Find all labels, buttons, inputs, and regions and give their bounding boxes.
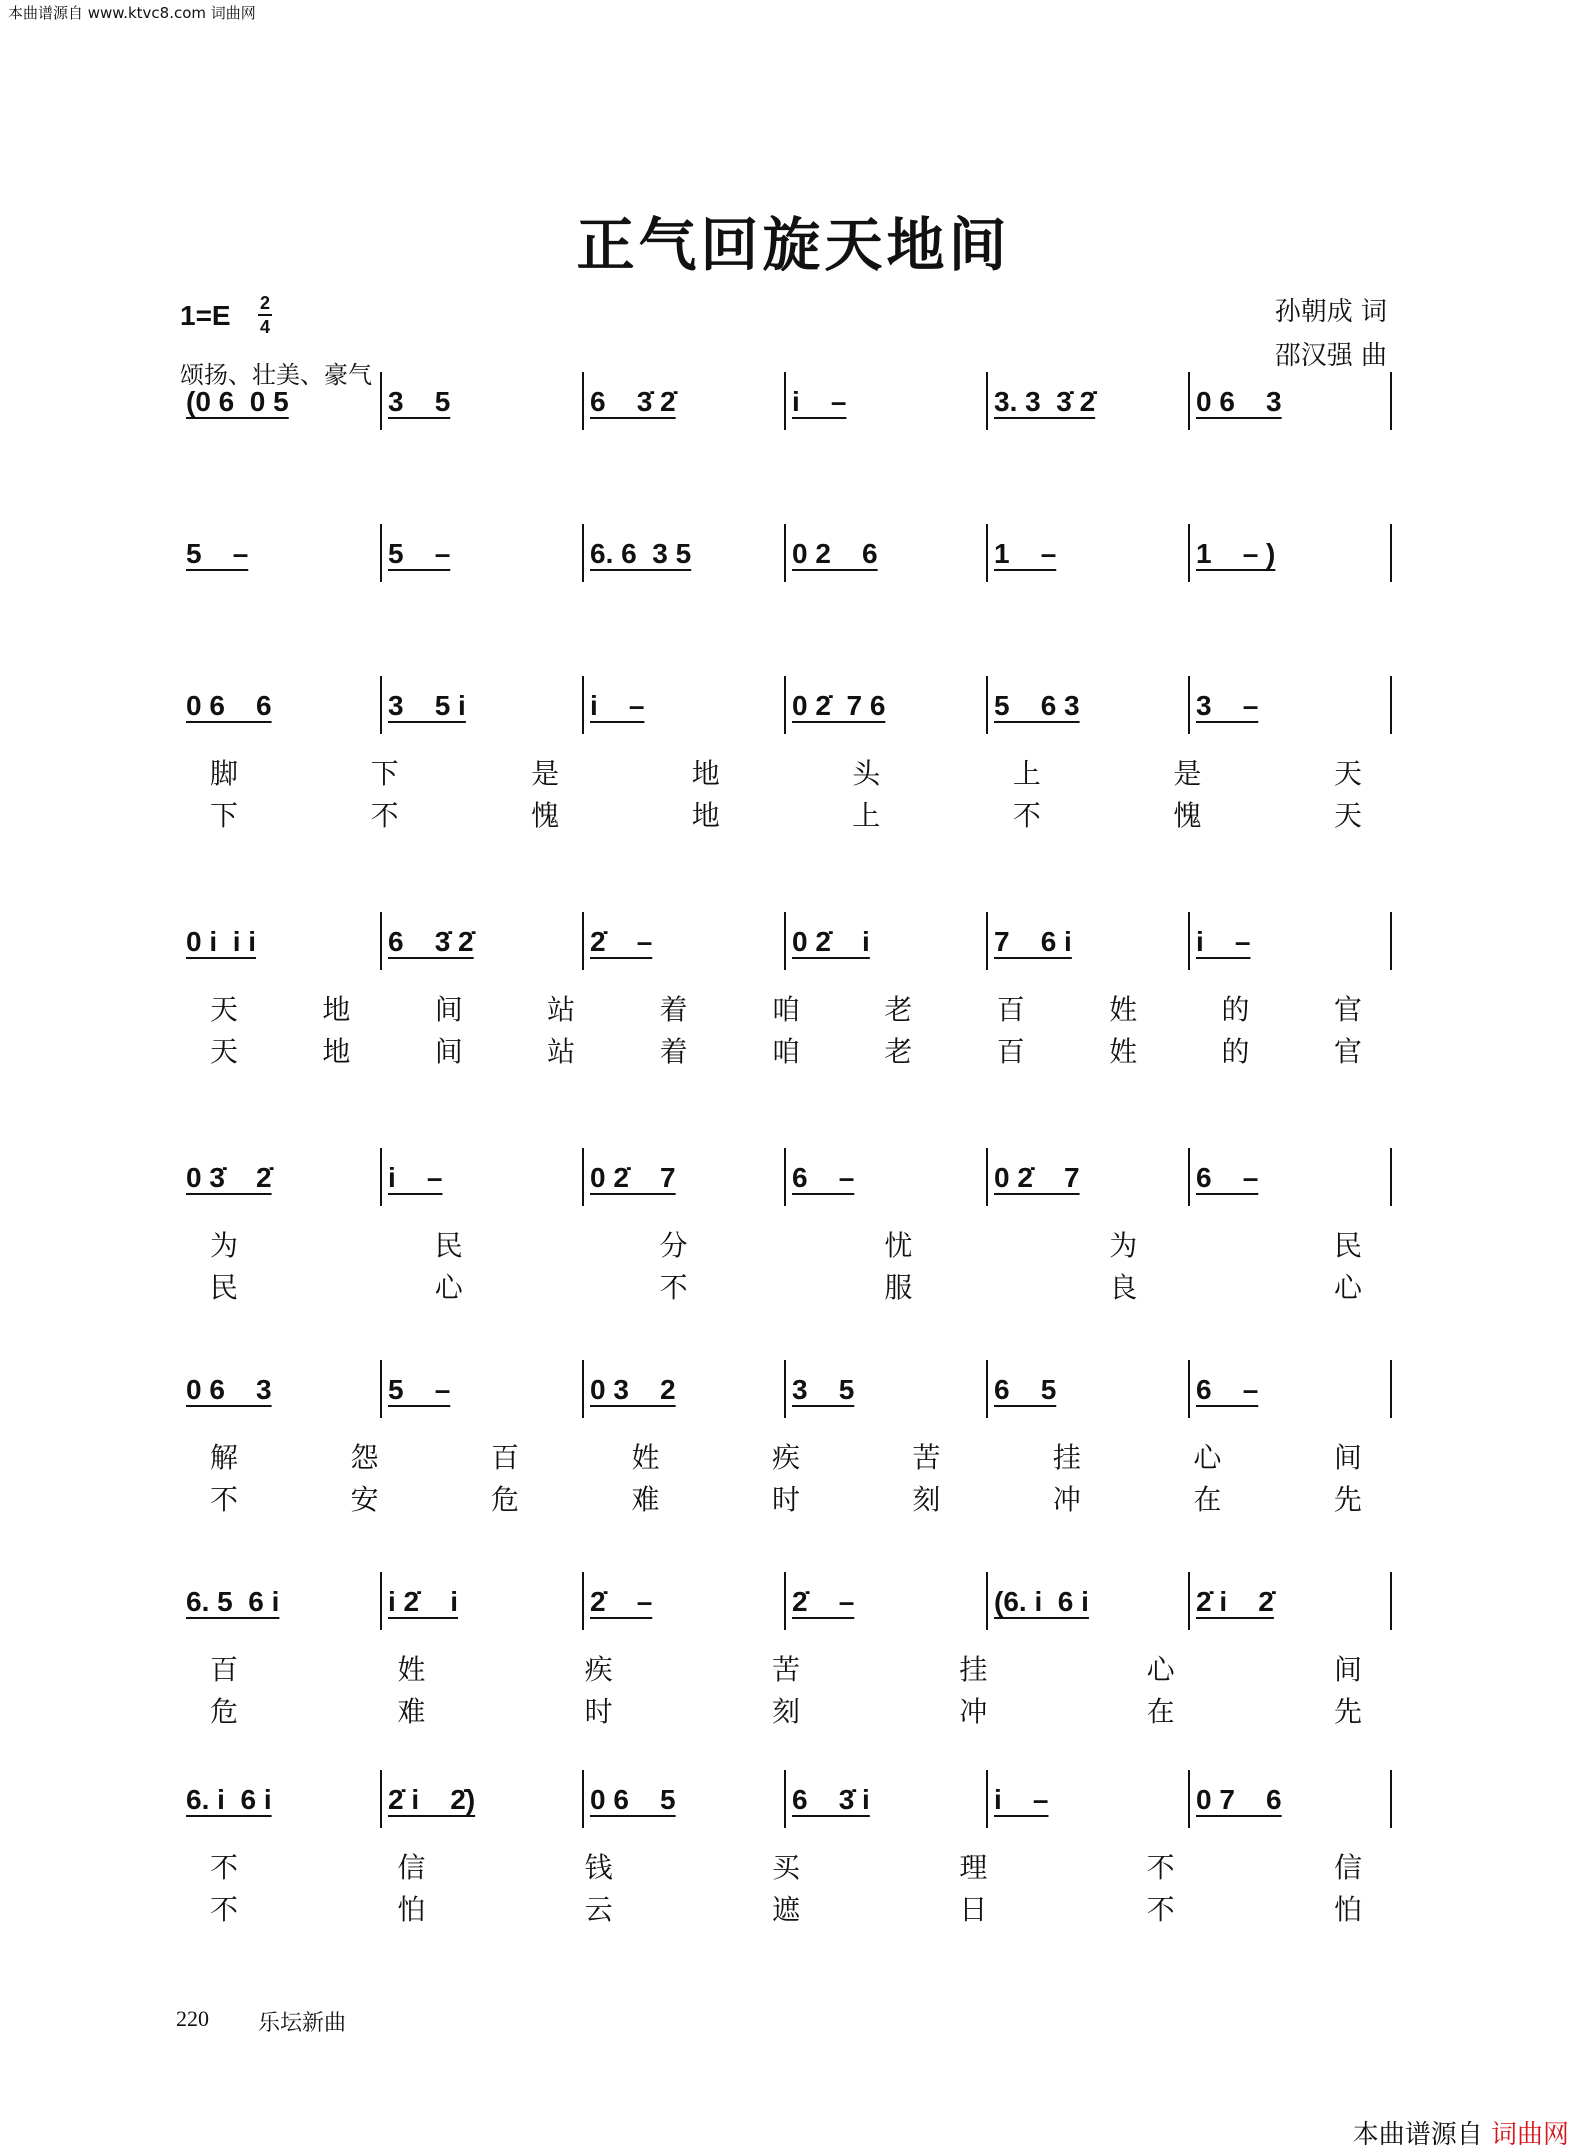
barline: [986, 676, 988, 734]
measure: 6 3̇ 2̇: [388, 926, 474, 957]
lyric-char: 间: [1333, 1653, 1362, 1686]
measure: 6. 6 3 5: [590, 538, 692, 569]
lyric-line-1: [210, 1436, 1362, 1476]
lyric-char: 官: [1333, 993, 1362, 1026]
measure: 0 6 5: [590, 1784, 676, 1815]
barline: [582, 676, 584, 734]
barline: [784, 1770, 786, 1828]
barline: [986, 1360, 988, 1418]
measure: 5 –: [388, 538, 451, 569]
measure: 3 5: [792, 1374, 855, 1405]
barline: [1390, 372, 1392, 430]
lyric-char: 民: [210, 1271, 239, 1304]
barline: [380, 676, 382, 734]
barline: [784, 1360, 786, 1418]
lyric-line-2: [210, 794, 1362, 834]
lyric-char: 钱: [584, 1851, 613, 1884]
lyric-char: 难: [631, 1483, 660, 1516]
lyric-char: 危: [490, 1483, 519, 1516]
barline: [380, 372, 382, 430]
lyric-char: 咱: [771, 1035, 800, 1068]
lyric-char: 头: [852, 757, 881, 790]
measure: 5 –: [186, 538, 249, 569]
tempo-mark: 颂扬、壮美、豪气: [180, 361, 372, 389]
lyric-char: 不: [659, 1271, 688, 1304]
barline: [1188, 372, 1190, 430]
lyric-char: 愧: [531, 799, 560, 832]
barline: [1188, 524, 1190, 582]
measure: 0 6 6: [186, 690, 272, 721]
page-number: 220: [176, 2006, 209, 2031]
lyric-line-2: [210, 1030, 1362, 1070]
barline: [1390, 1148, 1392, 1206]
measure: 6 –: [1196, 1162, 1259, 1193]
lyric-char: 时: [584, 1695, 613, 1728]
lyric-char: 地: [322, 1035, 351, 1068]
lyric-char: 老: [884, 993, 913, 1026]
measure: 2̇ i 2̇): [388, 1784, 476, 1815]
measure: i –: [388, 1162, 443, 1193]
barline: [784, 372, 786, 430]
watermark-right: 词曲网: [1490, 2120, 1569, 2150]
lyric-char: 苦: [912, 1441, 941, 1474]
lyric-char: 刻: [912, 1483, 941, 1516]
lyric-char: 不: [1012, 799, 1041, 832]
lyric-char: 刻: [771, 1695, 800, 1728]
lyric-char: 天: [1333, 799, 1362, 832]
lyric-char: 不: [210, 1851, 239, 1884]
barline: [582, 1148, 584, 1206]
measure: 5 6 3: [994, 690, 1080, 721]
lyric-char: 天: [210, 1035, 239, 1068]
lyric-char: 心: [434, 1271, 463, 1304]
barline: [1390, 1360, 1392, 1418]
measure: 2̇ –: [792, 1586, 855, 1617]
measure: 3 5 i: [388, 690, 466, 721]
lyric-char: 信: [1333, 1851, 1362, 1884]
barline: [784, 1148, 786, 1206]
lyric-line-2: [210, 1266, 1362, 1306]
barline: [1188, 676, 1190, 734]
measure: 1 – ): [1196, 538, 1276, 569]
lyric-line-2: [210, 1888, 1362, 1928]
barline: [986, 1148, 988, 1206]
lyric-char: 信: [397, 1851, 426, 1884]
measure: 5 –: [388, 1374, 451, 1405]
measure: 0 6 3: [1196, 386, 1282, 417]
lyric-line-1: [210, 1224, 1362, 1264]
measure: 0 3̇ 2̇: [186, 1162, 272, 1193]
lyric-char: 是: [1173, 757, 1202, 790]
lyric-char: 不: [1146, 1851, 1175, 1884]
top-watermark: 本曲谱源自 www.ktvc8.com 词曲网: [8, 4, 256, 22]
lyric-char: 脚: [210, 757, 239, 790]
lyric-line-2: [210, 1478, 1362, 1518]
lyric-char: 愧: [1173, 799, 1202, 832]
barline: [380, 1572, 382, 1630]
lyric-char: 下: [210, 799, 239, 832]
barline: [1188, 1360, 1190, 1418]
barline: [582, 912, 584, 970]
barline: [1188, 1148, 1190, 1206]
lyric-char: 心: [1333, 1271, 1362, 1304]
lyric-char: 姓: [1109, 1035, 1138, 1068]
lyric-char: 先: [1333, 1483, 1362, 1516]
lyric-char: 不: [210, 1893, 239, 1926]
lyric-char: 着: [659, 1035, 688, 1068]
lyric-char: 怨: [350, 1441, 379, 1474]
credits: [1087, 290, 1387, 378]
lyric-char: 难: [397, 1695, 426, 1728]
measure: 2̇ –: [590, 1586, 653, 1617]
lyric-char: 间: [434, 993, 463, 1026]
measure: 0 2 6: [792, 538, 878, 569]
barline: [1390, 912, 1392, 970]
lyric-line-1: [210, 1846, 1362, 1886]
measure: 2̇ i 2̇: [1196, 1586, 1274, 1617]
lyric-char: 民: [1333, 1229, 1362, 1262]
lyric-char: 下: [370, 757, 399, 790]
lyric-char: 百: [996, 993, 1025, 1026]
barline: [582, 372, 584, 430]
watermark-left: 本曲谱源自: [1352, 2120, 1483, 2150]
barline: [582, 1572, 584, 1630]
lyric-char: 官: [1333, 1035, 1362, 1068]
measure: i –: [1196, 926, 1251, 957]
lyric-char: 为: [210, 1229, 239, 1262]
lyric-char: 不: [210, 1483, 239, 1516]
barline: [1188, 1770, 1190, 1828]
measure: i –: [590, 690, 645, 721]
lyric-char: 地: [691, 757, 720, 790]
measure: 3 5: [388, 386, 451, 417]
lyric-char: 心: [1146, 1653, 1175, 1686]
measure: 6 3̇ i: [792, 1784, 870, 1815]
lyric-char: 老: [884, 1035, 913, 1068]
lyric-char: 安: [350, 1483, 379, 1516]
measure: 0 6 3: [186, 1374, 272, 1405]
measure: 3. 3 3̇ 2̇: [994, 386, 1096, 417]
lyric-char: 忧: [884, 1229, 913, 1262]
lyricist: 孙朝成 词: [1274, 297, 1387, 327]
lyric-char: 咱: [771, 993, 800, 1026]
composer: 邵汉强 曲: [1274, 341, 1387, 371]
measure: 7 6 i: [994, 926, 1072, 957]
lyric-char: 挂: [1052, 1441, 1081, 1474]
lyric-char: 姓: [397, 1653, 426, 1686]
lyric-char: 在: [1193, 1483, 1222, 1516]
time-signature: [258, 293, 272, 337]
lyric-char: 上: [852, 799, 881, 832]
measure: 1 –: [994, 538, 1057, 569]
lyric-char: 百: [490, 1441, 519, 1474]
lyric-char: 上: [1012, 757, 1041, 790]
lyric-char: 地: [322, 993, 351, 1026]
lyric-char: 云: [584, 1893, 613, 1926]
lyric-char: 百: [210, 1653, 239, 1686]
barline: [784, 676, 786, 734]
barline: [1390, 1572, 1392, 1630]
lyric-char: 日: [959, 1893, 988, 1926]
lyric-char: 时: [771, 1483, 800, 1516]
lyric-char: 买: [771, 1851, 800, 1884]
lyric-line-2: [210, 1690, 1362, 1730]
measure: 0 2̇ 7: [994, 1162, 1080, 1193]
lyric-char: 的: [1221, 1035, 1250, 1068]
barline: [582, 1770, 584, 1828]
lyric-char: 挂: [959, 1653, 988, 1686]
bottom-watermark: [1353, 2114, 1569, 2151]
measure: 0 2̇ i: [792, 926, 870, 957]
lyric-char: 良: [1109, 1271, 1138, 1304]
measure: 6 5: [994, 1374, 1057, 1405]
lyric-char: 间: [1333, 1441, 1362, 1474]
measure: 2̇ –: [590, 926, 653, 957]
lyric-line-1: [210, 988, 1362, 1028]
barline: [986, 1572, 988, 1630]
barline: [1390, 676, 1392, 734]
time-sig-denominator: 4: [259, 317, 270, 337]
lyric-char: 解: [210, 1441, 239, 1474]
lyric-char: 姓: [631, 1441, 660, 1474]
lyric-char: 分: [659, 1229, 688, 1262]
lyric-char: 站: [547, 993, 576, 1026]
lyric-char: 为: [1109, 1229, 1138, 1262]
barline: [1188, 1572, 1190, 1630]
time-sig-numerator: 2: [259, 293, 270, 313]
lyric-char: 天: [1333, 757, 1362, 790]
lyric-char: 冲: [959, 1695, 988, 1728]
measure: 6. 5 6 i: [186, 1586, 280, 1617]
barline: [784, 1572, 786, 1630]
measure: (6. i 6 i: [994, 1586, 1089, 1617]
barline: [1390, 1770, 1392, 1828]
lyric-line-1: [210, 1648, 1362, 1688]
measure: 0 7 6: [1196, 1784, 1282, 1815]
measure: 0 2̇ 7: [590, 1162, 676, 1193]
measure: 3 –: [1196, 690, 1259, 721]
measure: 6 –: [1196, 1374, 1259, 1405]
lyric-char: 不: [370, 799, 399, 832]
lyric-char: 在: [1146, 1695, 1175, 1728]
lyric-char: 天: [210, 993, 239, 1026]
barline: [784, 524, 786, 582]
lyric-char: 理: [959, 1851, 988, 1884]
measure: (0 6 0 5: [186, 386, 289, 417]
measure: 6 –: [792, 1162, 855, 1193]
barline: [582, 524, 584, 582]
lyric-char: 危: [210, 1695, 239, 1728]
barline: [1188, 912, 1190, 970]
lyric-char: 苦: [771, 1653, 800, 1686]
measure: 6 3̇ 2̇: [590, 386, 676, 417]
barline: [380, 912, 382, 970]
barline: [986, 524, 988, 582]
lyric-char: 地: [691, 799, 720, 832]
magazine-name: 乐坛新曲: [258, 2011, 347, 2036]
lyric-char: 站: [547, 1035, 576, 1068]
lyric-char: 冲: [1052, 1483, 1081, 1516]
lyric-char: 着: [659, 993, 688, 1026]
lyric-char: 怕: [397, 1893, 426, 1926]
key-signature: 1=E: [180, 300, 231, 331]
measure: i –: [994, 1784, 1049, 1815]
lyric-char: 间: [434, 1035, 463, 1068]
barline: [582, 1360, 584, 1418]
barline: [380, 1770, 382, 1828]
barline: [986, 1770, 988, 1828]
lyric-char: 的: [1221, 993, 1250, 1026]
lyric-char: 是: [531, 757, 560, 790]
barline: [380, 1360, 382, 1418]
lyric-char: 民: [434, 1229, 463, 1262]
lyric-char: 遮: [771, 1893, 800, 1926]
measure: i 2̇ i: [388, 1586, 459, 1617]
lyric-char: 心: [1193, 1441, 1222, 1474]
lyric-char: 先: [1333, 1695, 1362, 1728]
barline: [380, 524, 382, 582]
measure: 0 i i i: [186, 926, 257, 957]
lyric-char: 疾: [771, 1441, 800, 1474]
barline: [986, 372, 988, 430]
measure: 0 3 2: [590, 1374, 676, 1405]
song-title: 正气回旋天地间: [576, 211, 1011, 279]
lyric-char: 姓: [1109, 993, 1138, 1026]
lyric-char: 服: [884, 1271, 913, 1304]
barline: [784, 912, 786, 970]
measure: i –: [792, 386, 847, 417]
measure: 6. i 6 i: [186, 1784, 272, 1815]
lyric-char: 百: [996, 1035, 1025, 1068]
measure: 0 2̇ 7 6: [792, 690, 886, 721]
barline: [1390, 524, 1392, 582]
lyric-char: 疾: [584, 1653, 613, 1686]
lyric-char: 不: [1146, 1893, 1175, 1926]
lyric-char: 怕: [1333, 1893, 1362, 1926]
barline: [986, 912, 988, 970]
lyric-line-1: [210, 752, 1362, 792]
barline: [380, 1148, 382, 1206]
